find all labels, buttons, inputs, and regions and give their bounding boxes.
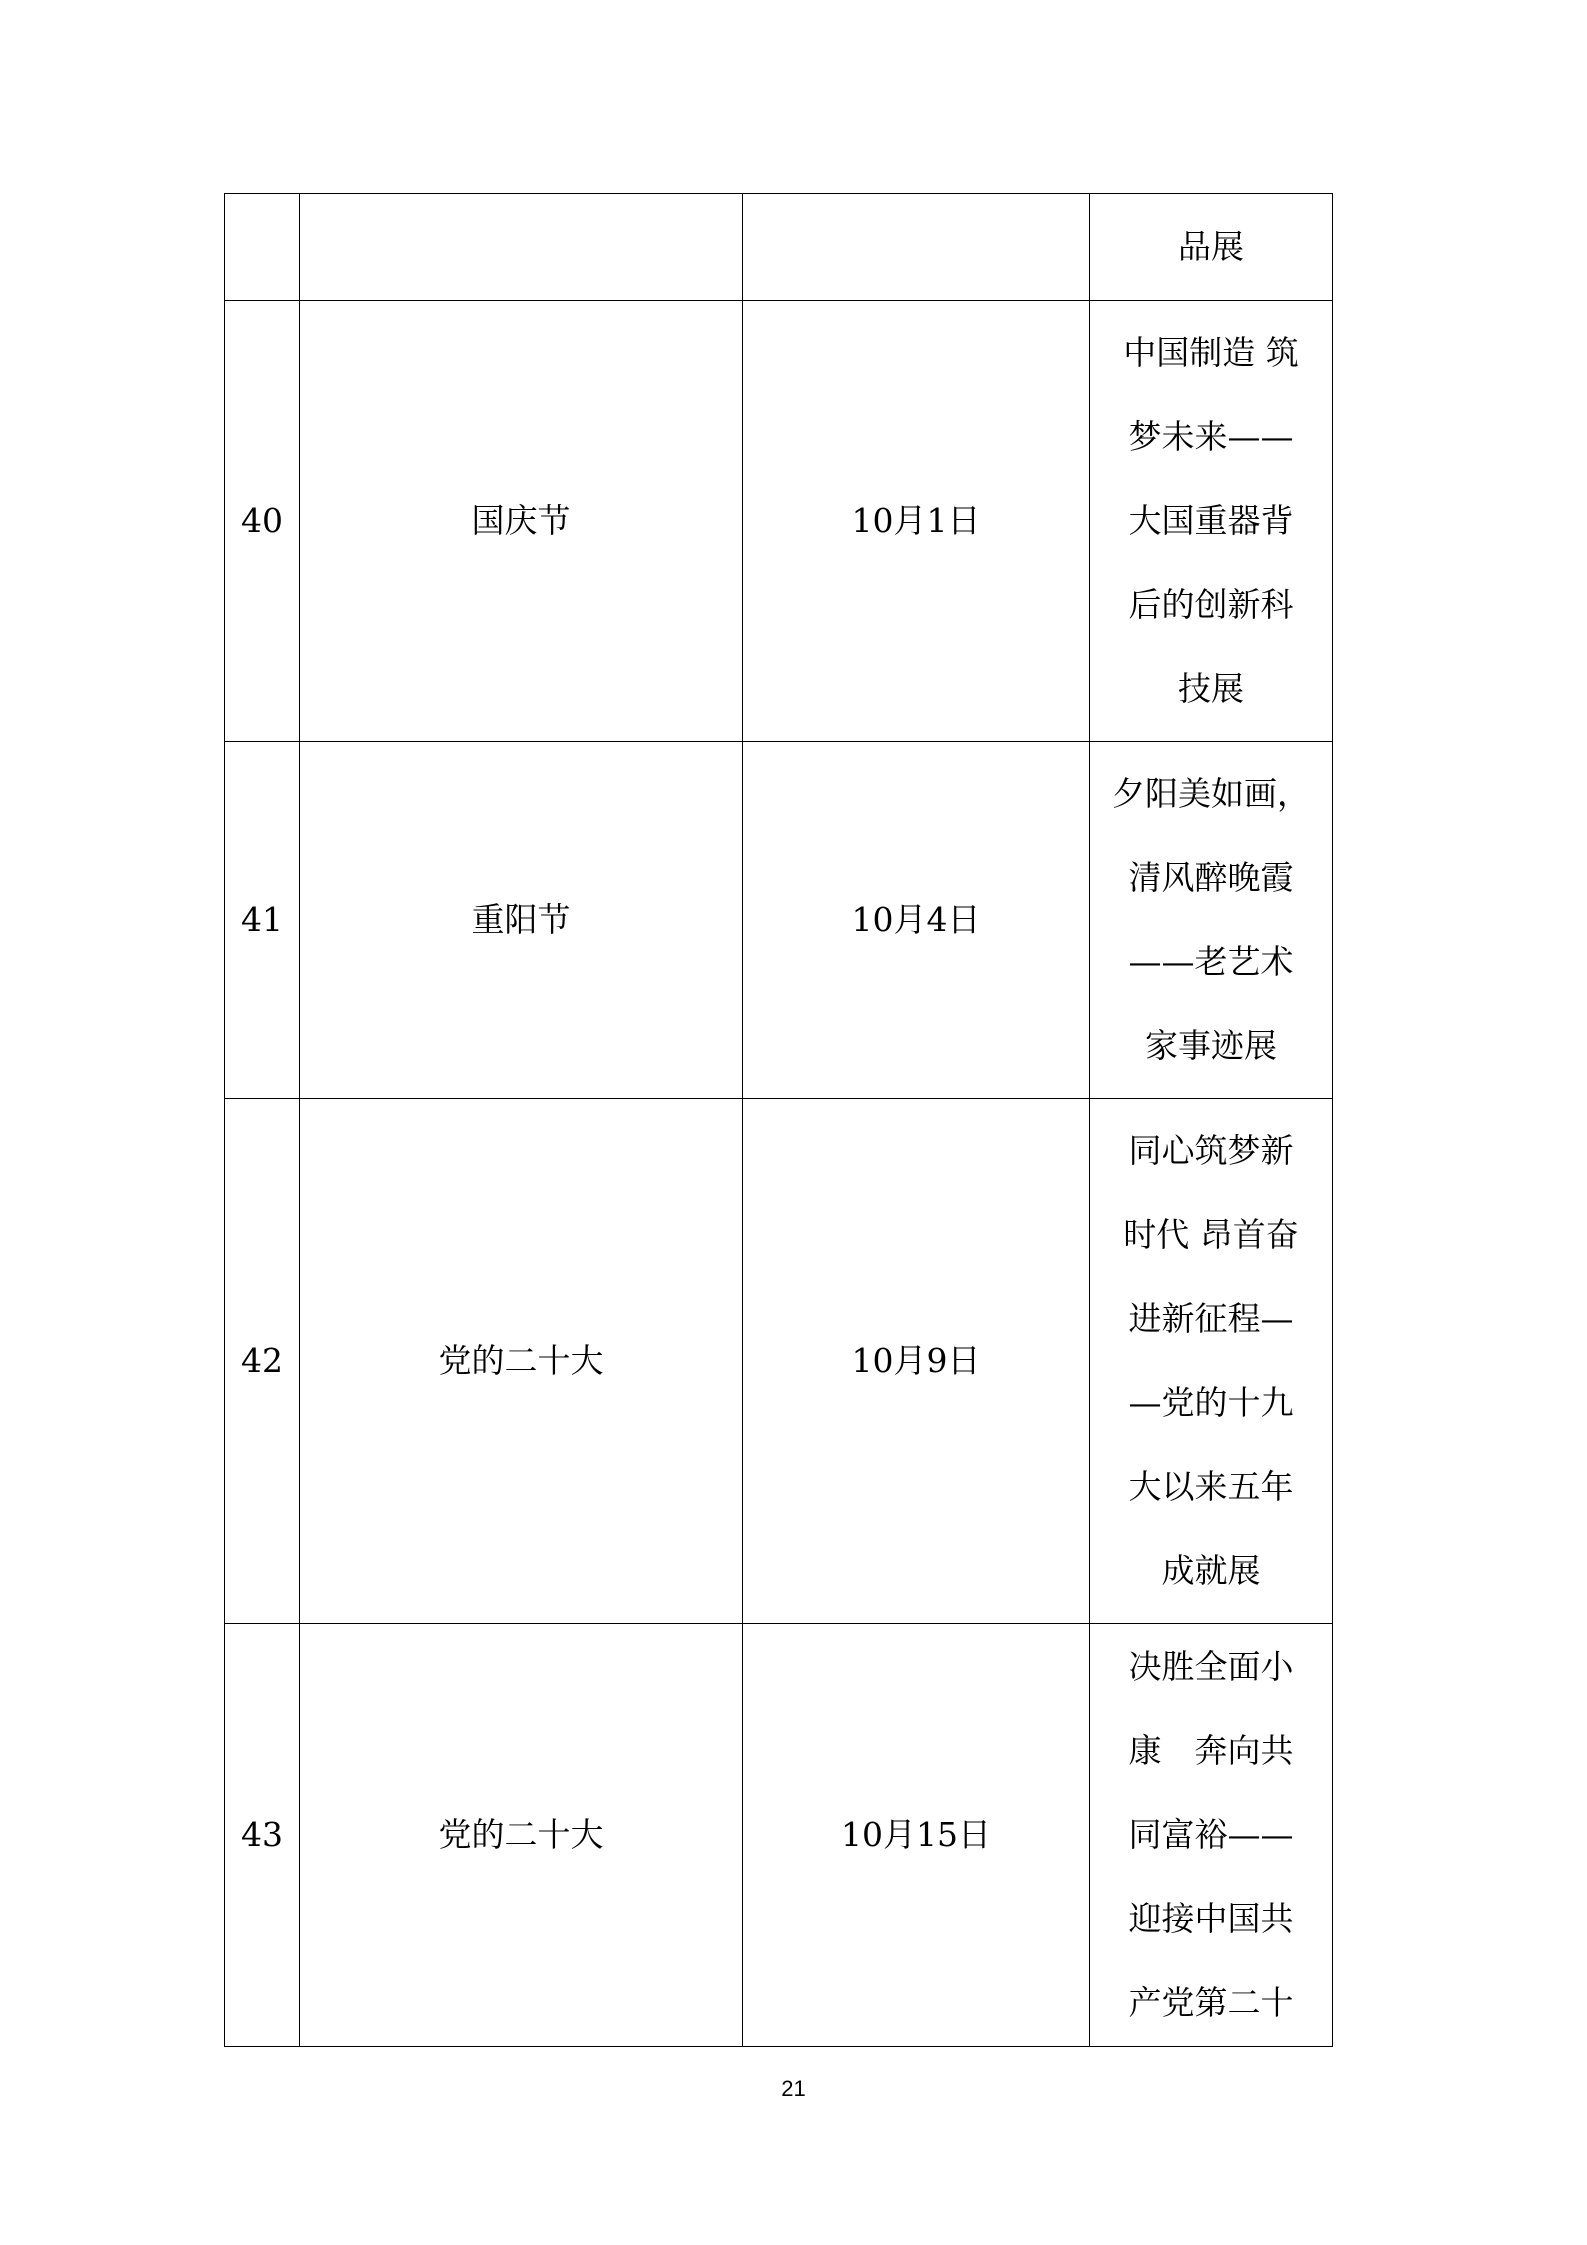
exhibition-title-line: 梦未来——: [1128, 417, 1294, 456]
festival-cell: 党的二十大: [300, 1624, 743, 2047]
exhibition-title-line: 中国制造 筑: [1123, 333, 1299, 372]
exhibition-title-line: 家事迹展: [1145, 1026, 1277, 1065]
date-cell: [743, 194, 1090, 301]
table-row: [225, 194, 1333, 301]
exhibition-title-line: ——老艺术: [1128, 942, 1294, 981]
date-cell: 10月4日: [743, 742, 1090, 1099]
date-cell: 10月9日: [743, 1099, 1090, 1624]
row-number-cell: 43: [225, 1624, 300, 2047]
row-number-cell: 42: [225, 1099, 300, 1624]
exhibition-title-line: 同富裕——: [1128, 1815, 1294, 1854]
festival-cell: [300, 194, 743, 301]
exhibition-title-line: 大以来五年: [1128, 1467, 1294, 1506]
exhibition-title-line: 产党第二十: [1128, 1983, 1294, 2022]
exhibition-title-cell: [1090, 301, 1333, 742]
row-number-cell: 40: [225, 301, 300, 742]
exhibition-title-line: 技展: [1178, 669, 1244, 708]
exhibition-title-line: —党的十九: [1128, 1383, 1294, 1422]
exhibition-title-line: 时代 昂首奋: [1123, 1215, 1299, 1254]
exhibition-title-line: 成就展: [1161, 1551, 1261, 1590]
date-cell: 10月15日: [743, 1624, 1090, 2047]
row-number-cell: 41: [225, 742, 300, 1099]
exhibition-title-cell: [1090, 194, 1333, 301]
exhibition-title-line: 夕阳美如画，: [1112, 774, 1310, 813]
festival-cell: 党的二十大: [300, 1099, 743, 1624]
exhibition-title-line: 迎接中国共: [1128, 1899, 1294, 1938]
exhibition-title-line: 决胜全面小: [1128, 1647, 1294, 1686]
row-number-cell: [225, 194, 300, 301]
exhibition-title-cell: [1090, 742, 1333, 1099]
table-row: [225, 301, 1333, 742]
exhibition-title-line: 进新征程—: [1128, 1299, 1294, 1338]
exhibition-title-line: 康 奔向共: [1128, 1731, 1294, 1770]
exhibition-title-cell: [1090, 1099, 1333, 1624]
exhibition-title-cell: [1090, 1624, 1333, 2047]
exhibition-title-line: 大国重器背: [1128, 501, 1294, 540]
exhibition-title-line: 后的创新科: [1128, 585, 1294, 624]
table-row: [225, 742, 1333, 1099]
table-row: [225, 1624, 1333, 2047]
date-cell: 10月1日: [743, 301, 1090, 742]
page-number: 21: [781, 2076, 806, 2101]
table-row: [225, 1099, 1333, 1624]
exhibition-title-line: 清风醉晚霞: [1128, 858, 1294, 897]
exhibition-title-line: 品展: [1178, 227, 1244, 266]
exhibition-schedule-table: [224, 193, 1333, 2047]
exhibition-title-line: 同心筑梦新: [1128, 1131, 1294, 1170]
festival-cell: 重阳节: [300, 742, 743, 1099]
festival-cell: 国庆节: [300, 301, 743, 742]
